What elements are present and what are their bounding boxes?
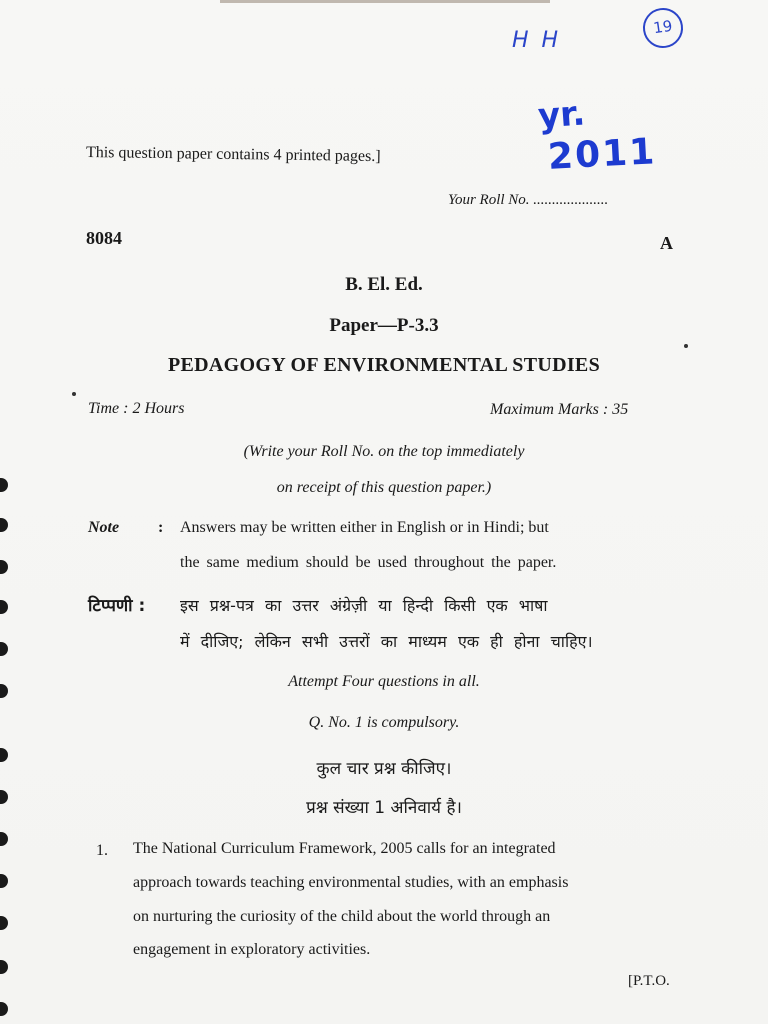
- question-number: 1.: [96, 842, 108, 859]
- note-line-1: Answers may be written either in English or in Hindi; but: [180, 519, 549, 536]
- roll-instruction-line-2: on receipt of this question paper.): [276, 479, 492, 496]
- time-text: Time : 2 Hours: [88, 400, 185, 417]
- handwritten-year: 2011: [547, 131, 658, 178]
- question-text-line: engagement in exploratory activities.: [133, 941, 371, 958]
- note-line-2: the same medium should be used throughout the paper.: [180, 554, 557, 571]
- question-text-line: The National Curriculum Framework, 2005 calls for an integrated: [133, 840, 556, 857]
- spiral-binding-mark: [0, 642, 8, 656]
- spiral-binding-mark: [0, 832, 8, 846]
- question-text-line: on nurturing the curiosity of the child about the world through an: [133, 908, 551, 925]
- paper-set: A: [660, 233, 673, 253]
- time-allowed: [88, 400, 184, 418]
- hindi-note-label: टिप्पणी :: [88, 596, 146, 616]
- handwritten-circled-number: 19: [640, 5, 685, 50]
- hindi-note-line-1: इस प्रश्न-पत्र का उत्तर अंग्रेज़ी या हिन्दी किसी एक भाषा: [180, 596, 548, 615]
- spiral-binding-mark: [0, 600, 8, 614]
- spiral-binding-mark: [0, 1002, 8, 1016]
- attempt-instruction-hindi: कुल चार प्रश्न कीजिए।: [316, 759, 452, 779]
- course-title: B. El. Ed.: [345, 274, 423, 295]
- spiral-binding-mark: [0, 874, 8, 888]
- subject-title: PEDAGOGY OF ENVIRONMENTAL STUDIES: [168, 354, 600, 376]
- paper-code: 8084: [86, 228, 122, 248]
- paper-number: Paper—P-3.3: [329, 315, 439, 336]
- roll-number-field: Your Roll No. ....................: [448, 192, 609, 208]
- spiral-binding-mark: [0, 560, 8, 574]
- spiral-binding-mark: [0, 916, 8, 930]
- stray-mark: [684, 344, 688, 348]
- note-label: Note: [88, 519, 120, 536]
- marks-text: Maximum Marks : 35: [490, 401, 629, 418]
- stray-mark: [72, 392, 76, 396]
- compulsory-instruction-hindi: प्रश्न संख्या 1 अनिवार्य है।: [306, 798, 462, 818]
- spiral-binding-mark: [0, 518, 8, 532]
- page-top-edge: [220, 0, 550, 3]
- please-turn-over: [P.T.O.: [628, 973, 670, 989]
- handwritten-initials: H H: [512, 28, 562, 53]
- note-colon: :: [158, 519, 164, 536]
- handwritten-year-label: yr.: [536, 93, 587, 137]
- printed-pages-note: This question paper contains 4 printed pages.]: [85, 143, 381, 166]
- question-text-line: approach towards teaching environmental studies, with an emphasis: [133, 874, 569, 891]
- compulsory-instruction: Q. No. 1 is compulsory.: [308, 714, 460, 731]
- attempt-instruction: Attempt Four questions in all.: [288, 673, 480, 690]
- hindi-note-line-2: में दीजिए; लेकिन सभी उत्तरों का माध्यम एक ही होना चाहिए।: [180, 632, 593, 651]
- maximum-marks: [490, 401, 628, 419]
- roll-instruction-line-1: (Write your Roll No. on the top immediately: [243, 443, 525, 460]
- spiral-binding-mark: [0, 960, 8, 974]
